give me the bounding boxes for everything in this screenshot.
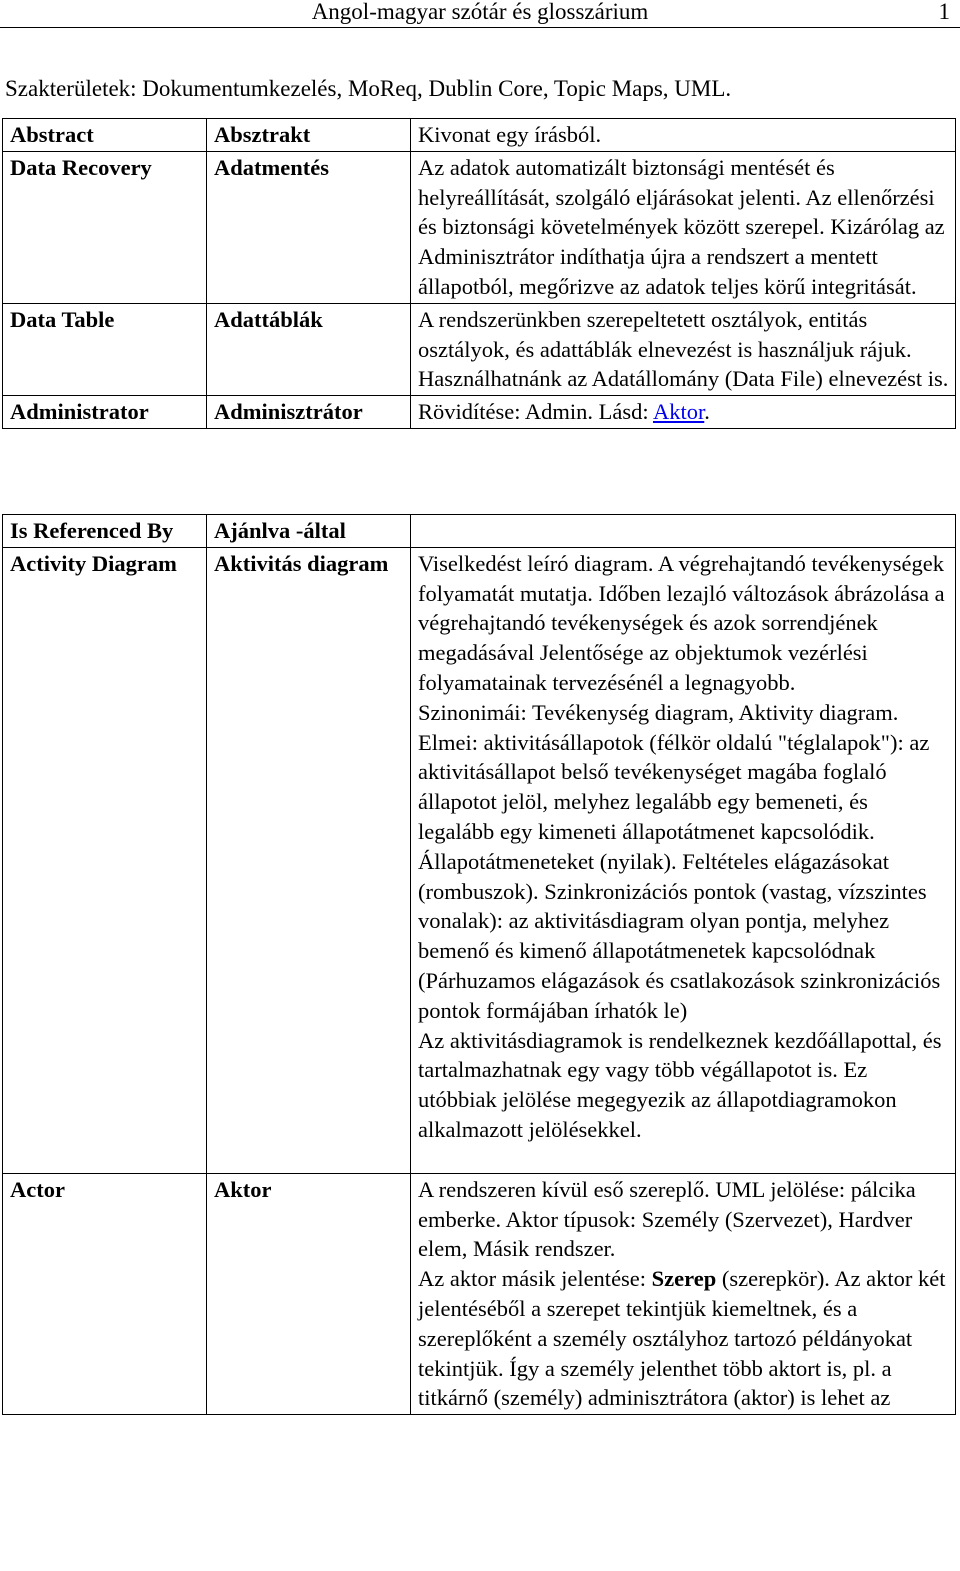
glossary-table-2 [2, 514, 956, 1415]
definition-text: Kivonat egy írásból. [418, 122, 602, 147]
definition-paragraph: A rendszeren kívül eső szereplő. UML jelölése: pálcika emberke. Aktor típusok: Személy (Szervezet), Hardver elem, Másik rendszer. [418, 1176, 916, 1262]
definition-paragraph: Viselkedést leíró diagram. A végrehajtandó tevékenységek folyamatát mutatja. Időben lezajló változások ábrázolása a végrehajtandó tevékenységek és azok sorrendjének megadásával Jelentősége az objektumok vezérlési folyamatainak tervezésénél a legnagyobb. [418, 550, 945, 695]
term-english: Actor [3, 1173, 207, 1414]
definition-paragraph: Elmei: aktivitásállapotok (félkör oldalú "téglalapok"): az aktivitásállapot belső tevékenységet magába foglaló állapotot jelöl, melyhez legalább egy bemeneti, és legalább egy kimeneti állapotátmenet kapcsolódik. [418, 729, 930, 844]
definition-text: A rendszerünkben szerepeltetett osztályok, entitás osztályok, és adattáblák elnevezést is használjuk rájuk. Használhatnánk az Adatállomány (Data File) elnevezést is. [418, 306, 949, 392]
term-english: Activity Diagram [3, 547, 207, 1173]
term-definition [411, 151, 956, 303]
term-definition [411, 396, 956, 429]
table-row [3, 396, 956, 429]
term-hungarian: Aktor [207, 1173, 411, 1414]
page-number: 1 [938, 0, 950, 24]
table-row [3, 547, 956, 1173]
term-hungarian: Aktivitás diagram [207, 547, 411, 1173]
table-row [3, 515, 956, 548]
definition-paragraph: Az aktivitásdiagramok is rendelkeznek kezdőállapottal, és tartalmazhatnak egy vagy több végállapotot is. Ez utóbbiak jelölése megegyezik az állapotdiagramokon alkalmazott jelölésekkel. [418, 1027, 942, 1142]
term-english: Data Table [3, 303, 207, 395]
definition-suffix: . [704, 399, 710, 425]
definition-text: Az adatok automatizált biztonsági mentését és helyreállítását, szolgáló eljárásokat jelenti. Az ellenőrzési és biztonsági követelmények között szerepel. Kizárólag az Adminisztrátor indíthatja újra a rendszert a mentett állapotból, megőrizve az adatok teljes körű integritását. [418, 154, 945, 299]
emphasized-term: Szerep [651, 1266, 717, 1292]
term-hungarian: Adminisztrátor [207, 396, 411, 429]
term-definition [411, 119, 956, 152]
definition-prefix: Az aktor másik jelentése: [418, 1266, 652, 1292]
table-row [3, 119, 956, 152]
term-english: Abstract [3, 119, 207, 152]
term-definition [411, 1173, 956, 1414]
term-hungarian: Adattáblák [207, 303, 411, 395]
term-hungarian: Absztrakt [207, 119, 411, 152]
table-row [3, 151, 956, 303]
term-hungarian: Ajánlva -által [207, 515, 411, 548]
aktor-link[interactable]: Aktor [653, 399, 705, 425]
definition-paragraph: Állapotátmeneteket (nyilak). Feltételes elágazásokat (rombuszok). Szinkronizációs pontok (vastag, vízszintes vonalak): az aktivitásdiagram olyan pontja, melyhez bemenő és kimenő állapotátmenetek kapcsolódnak (Párhuzamos elágazások és csatlakozások szinkronizációs pontok formájában írhatók le) [418, 848, 941, 1023]
definition-prefix: Rövidítése: Admin. Lásd: [418, 399, 653, 425]
term-definition [411, 515, 956, 548]
term-english: Data Recovery [3, 151, 207, 303]
page-header [0, 0, 960, 28]
term-english: Administrator [3, 396, 207, 429]
glossary-table-1 [2, 118, 956, 429]
definition-suffix: (szerepkör). Az aktor két jelentéséből a szerepet tekintjük kiemeltnek, és a szereplőként a személy osztályhoz tartozó példányokat tekintjük. Így a személy jelenthet több aktort is, pl. a titkárnő (személy) adminisztrátora (aktor) is lehet az [418, 1266, 946, 1411]
definition-paragraph: Szinonimái: Tevékenység diagram, Aktivity diagram. [418, 699, 899, 725]
definition-paragraph [418, 1264, 949, 1413]
subject-areas: Szakterületek: Dokumentumkezelés, MoReq, Dublin Core, Topic Maps, UML. [5, 76, 732, 101]
document-title: Angol-magyar szótár és glosszárium [311, 0, 649, 24]
table-row [3, 303, 956, 395]
term-english: Is Referenced By [3, 515, 207, 548]
table-row [3, 1173, 956, 1414]
term-definition [411, 547, 956, 1173]
term-hungarian: Adatmentés [207, 151, 411, 303]
term-definition [411, 303, 956, 395]
